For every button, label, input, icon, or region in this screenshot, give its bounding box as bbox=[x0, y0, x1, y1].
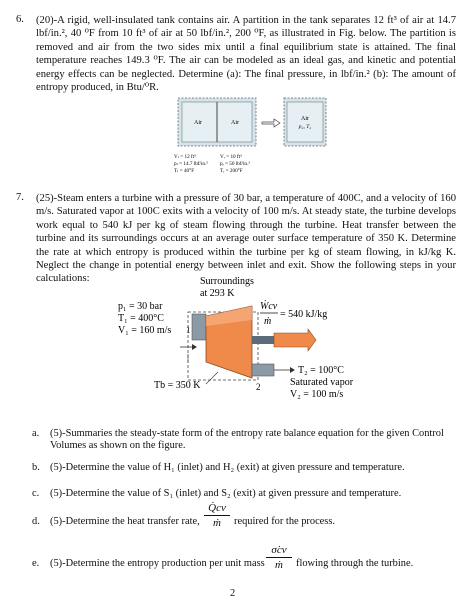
item-d-letter: d. bbox=[32, 516, 40, 527]
turbine-figure bbox=[80, 272, 380, 412]
right-air-label: Air bbox=[231, 120, 239, 126]
heat-transfer-denominator: ṁ bbox=[213, 517, 221, 529]
final-state-label: p₂, T₂ bbox=[298, 124, 312, 130]
inlet-pipe bbox=[192, 314, 206, 340]
exit-temperature: T₂ = 100°C bbox=[298, 365, 344, 376]
final-air-label: Air bbox=[301, 116, 309, 122]
entropy-production-fraction bbox=[266, 544, 292, 571]
right-volume: Vᵣ = 10 ft³ bbox=[220, 154, 242, 160]
inlet-temperature: T₁ = 400°C bbox=[118, 313, 164, 324]
work-arrow-icon bbox=[274, 329, 316, 351]
item-c-text: (5)-Determine the value of S₁ (inlet) and S₂ (exit) at given pressure and temperature. bbox=[50, 488, 402, 499]
item-a-text: (5)-Summaries the steady-state form of the entropy rate balance equation for the given Control Volumes as shown on the figure. bbox=[50, 428, 444, 451]
item-d-text-after: required for the process. bbox=[234, 516, 335, 527]
q6-number: 6. bbox=[16, 14, 24, 25]
surroundings-label: Surroundings bbox=[200, 276, 254, 287]
q7-number: 7. bbox=[16, 192, 24, 203]
heat-transfer-fraction bbox=[204, 502, 230, 529]
q7-text: (25)-Steam enters a turbine with a pressure of 30 bar, a temperature of 400C, and a velocity of 160 m/s. Saturated vapor at 100C exits with a velocity of 100 m/s. At steady state, the turbine develops work equal to 540 kJ per kg of steam flowing through the turbine. Heat transfer between the turbine and its surroundings occurs at an average outer surface temperature of 350 K. Determine the rate at which entropy is produced within the turbine per kg of steam flowing, in kJ/kg K. Neglect the change in potential energy between inlet and exit. Show the following steps in your calculations: bbox=[36, 193, 456, 285]
left-air-label: Air bbox=[194, 120, 202, 126]
exit-state-number: 2 bbox=[256, 382, 261, 392]
work-numerator: Ẇcv bbox=[260, 301, 278, 312]
inlet-state-number: 1 bbox=[186, 325, 191, 335]
item-d-text-before: (5)-Determine the heat transfer rate, bbox=[50, 516, 200, 527]
work-denominator: ṁ bbox=[264, 316, 272, 327]
right-temperature: Tᵣ = 200°F bbox=[220, 168, 243, 174]
right-pressure: pᵣ = 50 lbf/in.² bbox=[220, 161, 250, 167]
item-b-letter: b. bbox=[32, 462, 40, 473]
entropy-denominator: ṁ bbox=[275, 559, 283, 571]
item-b-text: (5)-Determine the value of H₁ (inlet) and H₂ (exit) at given pressure and temperature. bbox=[50, 462, 405, 473]
exit-pipe bbox=[252, 364, 274, 376]
surroundings-temp: at 293 K bbox=[200, 288, 235, 299]
exit-saturated-vapor: Saturated vapor bbox=[290, 377, 354, 388]
item-e-text-after: flowing through the turbine. bbox=[296, 558, 414, 569]
item-a-letter: a. bbox=[32, 428, 40, 439]
q6-tank-figure bbox=[170, 92, 330, 184]
turbine-shaft bbox=[252, 336, 274, 344]
inlet-velocity: V₁ = 160 m/s bbox=[118, 325, 172, 336]
q6-text: (20)-A rigid, well-insulated tank contains air. A partition in the tank separates 12 ft³ of air at 14.7 lbf/in.², 40 ⁰F from 10 ft³ of air at 50 lbf/in.², 200 ⁰F, as illustrated in Fig. below. The partition is removed and air from the two sides mix until a final equilibrium state is attained. The final temperature reaches 149.3 ⁰F. The air can be modeled as an ideal gas, and kinetic and potential energy effects can be neglected. Determine (a): The final pressure, in lbf/in.² (b): The amount of entropy produced, in Btu/⁰R. bbox=[36, 15, 456, 94]
entropy-numerator: σ̇cv bbox=[271, 544, 287, 556]
inlet-pressure: p₁ = 30 bar bbox=[118, 301, 163, 312]
exit-velocity: V₂ = 100 m/s bbox=[290, 389, 344, 400]
page-number: 2 bbox=[230, 588, 236, 599]
boundary-temperature: Tb = 350 K bbox=[154, 380, 201, 391]
heat-transfer-numerator: Q̇cv bbox=[208, 502, 226, 514]
left-temperature: Tₗ = 40°F bbox=[174, 168, 195, 174]
work-value: = 540 kJ/kg bbox=[280, 309, 328, 320]
item-e-text-before: (5)-Determine the entropy production per unit mass bbox=[50, 558, 265, 569]
left-volume: Vₗ = 12 ft³ bbox=[174, 154, 196, 160]
item-e-letter: e. bbox=[32, 558, 40, 569]
item-c-letter: c. bbox=[32, 488, 40, 499]
left-pressure: pₗ = 14.7 lbf/in.² bbox=[174, 161, 208, 167]
